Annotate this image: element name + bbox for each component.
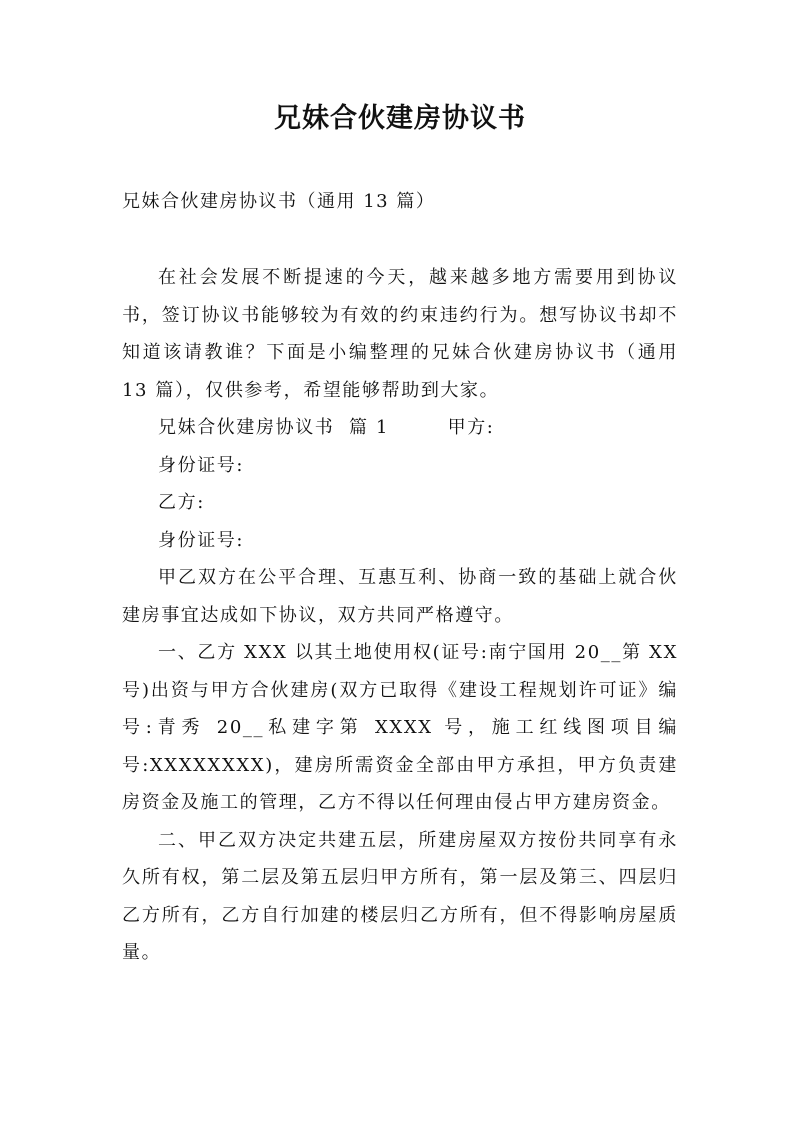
document-subtitle: 兄妹合伙建房协议书（通用 13 篇） bbox=[122, 191, 436, 212]
section-heading-party-a: 兄妹合伙建房协议书 篇 1 甲方: bbox=[158, 417, 495, 438]
id-number-line-b: 身份证号: bbox=[158, 529, 245, 551]
intro-paragraph: 在社会发展不断提速的今天，越来越多地方需要用到协议书，签订协议书能够较为有效的约束违约行为。想写协议书却不知道该请教谁？下面是小编整理的兄妹合伙建房协议书（通用 13 篇），仅供参考，希望能够帮助到大家。 bbox=[122, 267, 678, 401]
clause-two: 二、甲乙双方决定共建五层，所建房屋双方按份共同享有永久所有权，第二层及第五层归甲方所有，第一层及第三、四层归乙方所有，乙方自行加建的楼层归乙方所有，但不得影响房屋质量。 bbox=[122, 829, 678, 963]
agreement-preamble: 甲乙双方在公平合理、互惠互利、协商一致的基础上就合伙建房事宜达成如下协议，双方共同严格遵守。 bbox=[122, 567, 678, 626]
document-title: 兄妹合伙建房协议书 bbox=[274, 103, 526, 134]
id-number-line-a: 身份证号: bbox=[158, 454, 245, 476]
clause-one: 一、乙方 XXX 以其土地使用权(证号:南宁国用 20__第 XX 号)出资与甲方合伙建房(双方已取得《建设工程规划许可证》编号:青秀 20__私建字第 XXXX 号，施工红线图项目编号:XXXXXXXX)，建房所需资金全部由甲方承担，甲方负责建房资金及施工的管理，乙方不得以任何理由侵占甲方建房资金。 bbox=[122, 642, 678, 813]
document-body bbox=[122, 259, 678, 972]
party-b-line: 乙方: bbox=[158, 492, 205, 513]
